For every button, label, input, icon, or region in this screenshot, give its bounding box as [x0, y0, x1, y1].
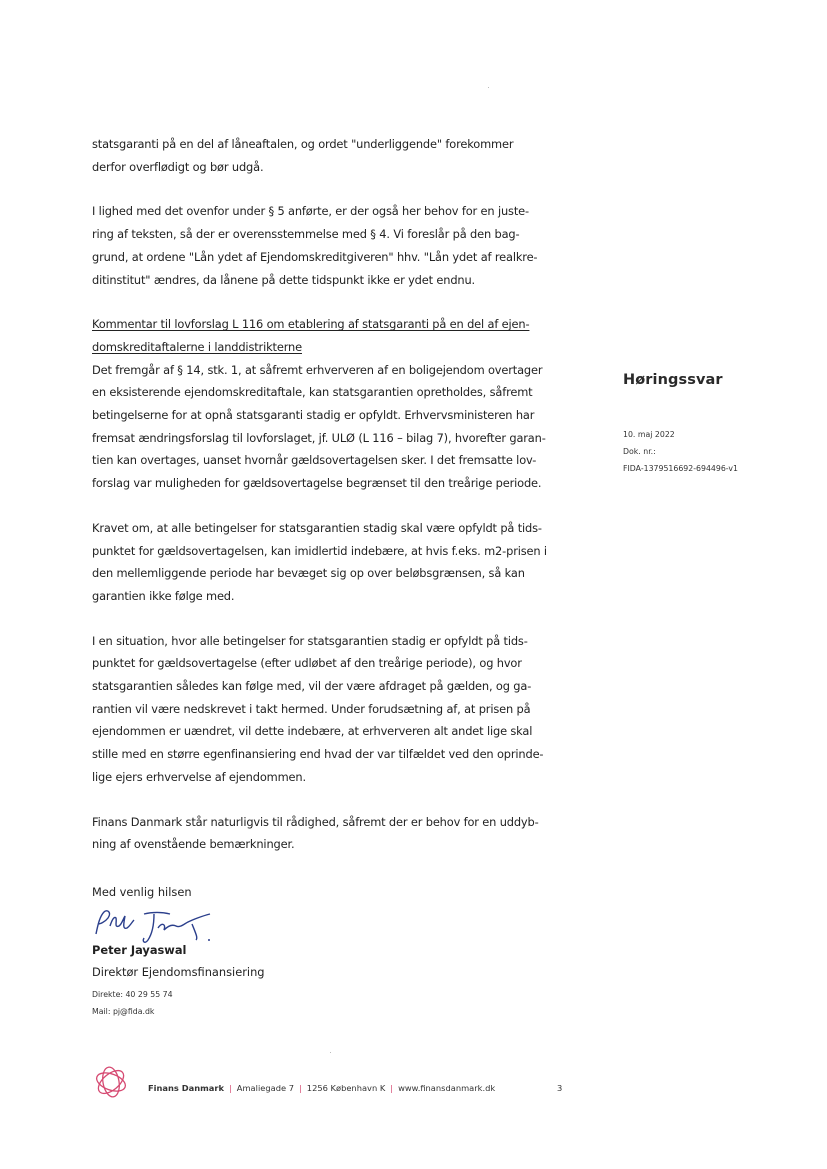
text-line: ditinstitut" ændres, da lånene på dette tidspunkt ikke er ydet endnu. — [92, 272, 476, 287]
text-line: betingelserne for at opnå statsgaranti stadig er opfyldt. Erhvervsministeren har — [92, 408, 535, 423]
page-footer — [90, 1062, 580, 1102]
document-meta — [623, 426, 813, 477]
document-type-title: Høringssvar — [623, 372, 723, 388]
footer-separator: | — [390, 1083, 394, 1093]
paragraph-1 — [92, 133, 570, 178]
page-number: 3 — [557, 1083, 563, 1093]
paragraph-4 — [92, 517, 570, 608]
text-line: ejendommen er uændret, vil dette indebære, at erhververen alt andet lige skal — [92, 724, 533, 739]
paragraph-3 — [92, 313, 570, 495]
text-line: den mellemliggende periode har bevæget sig op over beløbsgrænsen, så kan — [92, 566, 525, 581]
document-number: FIDA-1379516692-694496-v1 — [623, 464, 738, 473]
signer-name: Peter Jayaswal — [92, 943, 187, 957]
footer-address: Amaliegade 7 — [236, 1083, 294, 1093]
text-line: fremsat ændringsforslag til lovforslaget, jf. ULØ (L 116 – bilag 7), hvorefter garan- — [92, 430, 546, 445]
text-line: derfor overflødigt og bør udgå. — [92, 159, 264, 174]
signer-title: Direktør Ejendomsfinansiering — [92, 965, 265, 979]
section-heading: Kommentar til lovforslag L 116 om etablering af statsgaranti på en del af ejen- — [92, 317, 530, 332]
text-line: stille med en større egenfinansiering end hvad der var tilfældet ved den oprinde- — [92, 747, 544, 762]
text-line: rantien vil være nedskrevet i takt hermed. Under forudsætning af, at prisen på — [92, 701, 531, 716]
text-line: Det fremgår af § 14, stk. 1, at såfremt erhververen af en boligejendom overtager — [92, 362, 543, 377]
signer-contact — [92, 986, 173, 1020]
finans-danmark-logo-icon — [90, 1062, 132, 1102]
text-line: statsgarantien således kan følge med, vil der være afdraget på gælden, og ga- — [92, 679, 532, 694]
document-sidebar — [623, 372, 813, 477]
paragraph-5 — [92, 630, 570, 789]
text-line: ring af teksten, så der er overensstemmelse med § 4. Vi foreslår på den bag- — [92, 227, 520, 242]
text-line: tien kan overtages, uanset hvornår gældsovertagelsen sker. I det fremsatte lov- — [92, 453, 537, 468]
text-line: Kravet om, at alle betingelser for statsgarantien stadig skal være opfyldt på tids- — [92, 520, 542, 535]
text-line: ning af ovenstående bemærkninger. — [92, 837, 295, 852]
footer-contact-line — [148, 1083, 495, 1093]
text-line: garantien ikke følge med. — [92, 588, 235, 603]
footer-city: 1256 København K — [306, 1083, 386, 1093]
text-line: forslag var muligheden for gældsovertagelse begrænset til den treårige periode. — [92, 476, 542, 491]
letter-body — [92, 133, 570, 878]
text-line: lige ejers erhvervelse af ejendommen. — [92, 769, 306, 784]
footer-website: www.finansdanmark.dk — [398, 1083, 496, 1093]
text-line: I en situation, hvor alle betingelser for statsgarantien stadig er opfyldt på tids- — [92, 633, 528, 648]
paragraph-6 — [92, 811, 570, 856]
text-line: en eksisterende ejendomskreditaftale, kan statsgarantien opretholdes, såfremt — [92, 385, 533, 400]
footer-separator: | — [299, 1083, 302, 1093]
text-line: punktet for gældsovertagelse (efter udløbet af den treårige periode), og hvor — [92, 656, 522, 671]
footer-separator: | — [229, 1083, 232, 1093]
text-line: I lighed med det ovenfor under § 5 anførte, er der også her behov for en juste- — [92, 204, 529, 219]
paragraph-2 — [92, 200, 570, 291]
document-date: 10. maj 2022 — [623, 430, 675, 439]
text-line: statsgaranti på en del af låneaftalen, og ordet "underliggende" forekommer — [92, 137, 514, 151]
text-line: Finans Danmark står naturligvis til rådighed, såfremt der er behov for en uddyb- — [92, 814, 539, 829]
footer-brand: Finans Danmark — [148, 1083, 224, 1093]
signer-phone: Direkte: 40 29 55 74 — [92, 990, 173, 999]
text-line: grund, at ordene "Lån ydet af Ejendomskreditgiveren" hhv. "Lån ydet af realkre- — [92, 249, 538, 264]
greeting-text: Med venlig hilsen — [92, 885, 192, 899]
signer-mail: Mail: pj@fida.dk — [92, 1007, 155, 1016]
section-heading: domskreditaftalerne i landdistrikterne — [92, 339, 302, 354]
document-number-label: Dok. nr.: — [623, 447, 656, 456]
text-line: punktet for gældsovertagelsen, kan imidlertid indebære, at hvis f.eks. m2-prisen i — [92, 543, 547, 558]
scan-speck — [488, 87, 489, 88]
scan-speck — [330, 1052, 331, 1053]
